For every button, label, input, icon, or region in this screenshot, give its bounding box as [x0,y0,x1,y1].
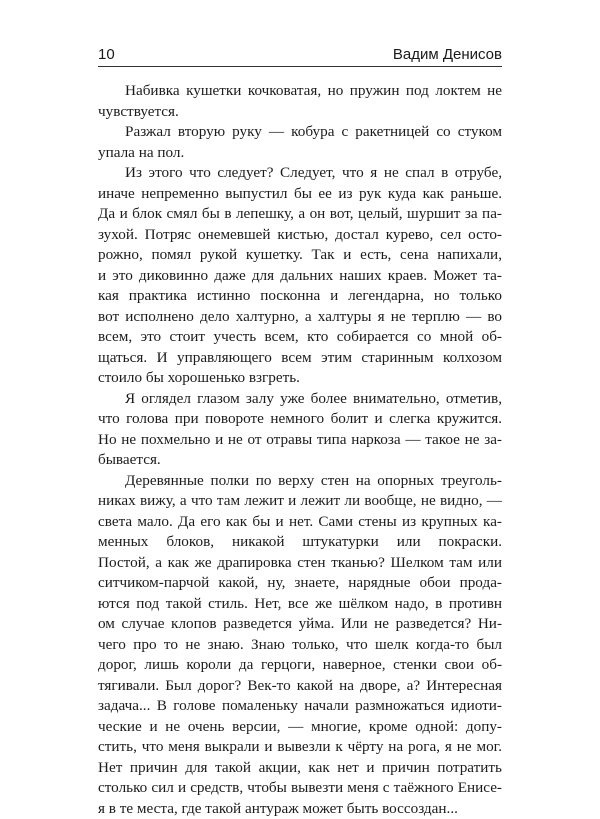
text-line: ситчиком-парчой какой, ну, знаете, нарядные обои прода- [98,573,502,594]
page-number: 10 [98,46,115,63]
text-line: стить, что меня выкрали и вывезли к чёрту на рога, я не мог. [98,737,502,758]
text-line: света мало. Да его как бы и нет. Сами стены из крупных ка- [98,512,502,533]
text-line: Да и блок смял бы в лепешку, а он вот, целый, шуршит за па- [98,204,502,225]
text-line: Из этого что следует? Следует, что я не спал в отрубе, [98,163,502,184]
text-line: ом случае клопов разведется уйма. Или не разведется? Ни- [98,614,502,635]
text-line: Нет причин для такой акции, как нет и причин потратить [98,758,502,779]
running-header [98,40,502,66]
text-line: Но не похмельно и не от отравы типа наркоза — такое не за- [98,430,502,451]
text-line: зухой. Потряс онемевшей кистью, достал курево, сел осто- [98,225,502,246]
text-line: ческие и не очень версии, — многие, кроме одной: допу- [98,717,502,738]
text-line: кая практика истинно посконна и легендарна, но только [98,286,502,307]
text-line: менных блоков, никакой штукатурки или покраски. [98,532,502,553]
text-line: всем, это стоит учесть всем, кто собирается со мной об- [98,327,502,348]
text-line: дорог, лишь короли да герцоги, наверное, стенки свои об- [98,655,502,676]
text-line: что голова при повороте немного болит и слегка кружится. [98,409,502,430]
text-line: никах вижу, а что там лежит и лежит ли вообще, не видно, — [98,491,502,512]
author-name: Вадим Денисов [393,46,502,63]
text-line: бывается. [98,450,502,471]
text-line: Постой, а как же драпировка стен тканью? Шелком там или [98,553,502,574]
text-line: чего про то не знаю. Знаю только, что шелк когда-то был [98,635,502,656]
text-line: упала на пол. [98,143,502,164]
text-line: иначе непременно выпустил бы ее из рук куда как раньше. [98,184,502,205]
text-line: Набивка кушетки кочковатая, но пружин под локтем не [98,81,502,102]
text-line: щаться. И управляющего всем этим старинным колхозом [98,348,502,369]
paragraph [98,389,502,471]
text-line: Деревянные полки по верху стен на опорных треуголь- [98,471,502,492]
text-line: я в те места, где такой антураж может быть воссоздан... [98,799,502,819]
text-line: задача... В голове помаленьку начали размножаться идиоти- [98,696,502,717]
text-line: стоило бы хорошенько взгреть. [98,368,502,389]
paragraph [98,163,502,389]
paragraph [98,471,502,819]
text-line: столько сил и средств, чтобы вывезти меня с таёжного Енисе- [98,778,502,799]
text-line: Я оглядел глазом залу уже более внимательно, отметив, [98,389,502,410]
header-rule [98,66,502,67]
text-line: ются под такой стиль. Нет, все же шёлком надо, в противн [98,594,502,615]
body-text [98,81,502,819]
paragraph [98,81,502,122]
text-line: вот исполнено дело халтурно, а халтуры я не терплю — во [98,307,502,328]
text-line: тягивали. Был дорог? Век-то какой на дворе, а? Интересная [98,676,502,697]
paragraph [98,122,502,163]
text-line: чувствуется. [98,102,502,123]
text-line: и это диковинно даже для дальних наших краев. Может та- [98,266,502,287]
text-line: рожно, помял рукой кушетку. Так и есть, сена напихали, [98,245,502,266]
text-line: Разжал вторую руку — кобура с ракетницей со стуком [98,122,502,143]
